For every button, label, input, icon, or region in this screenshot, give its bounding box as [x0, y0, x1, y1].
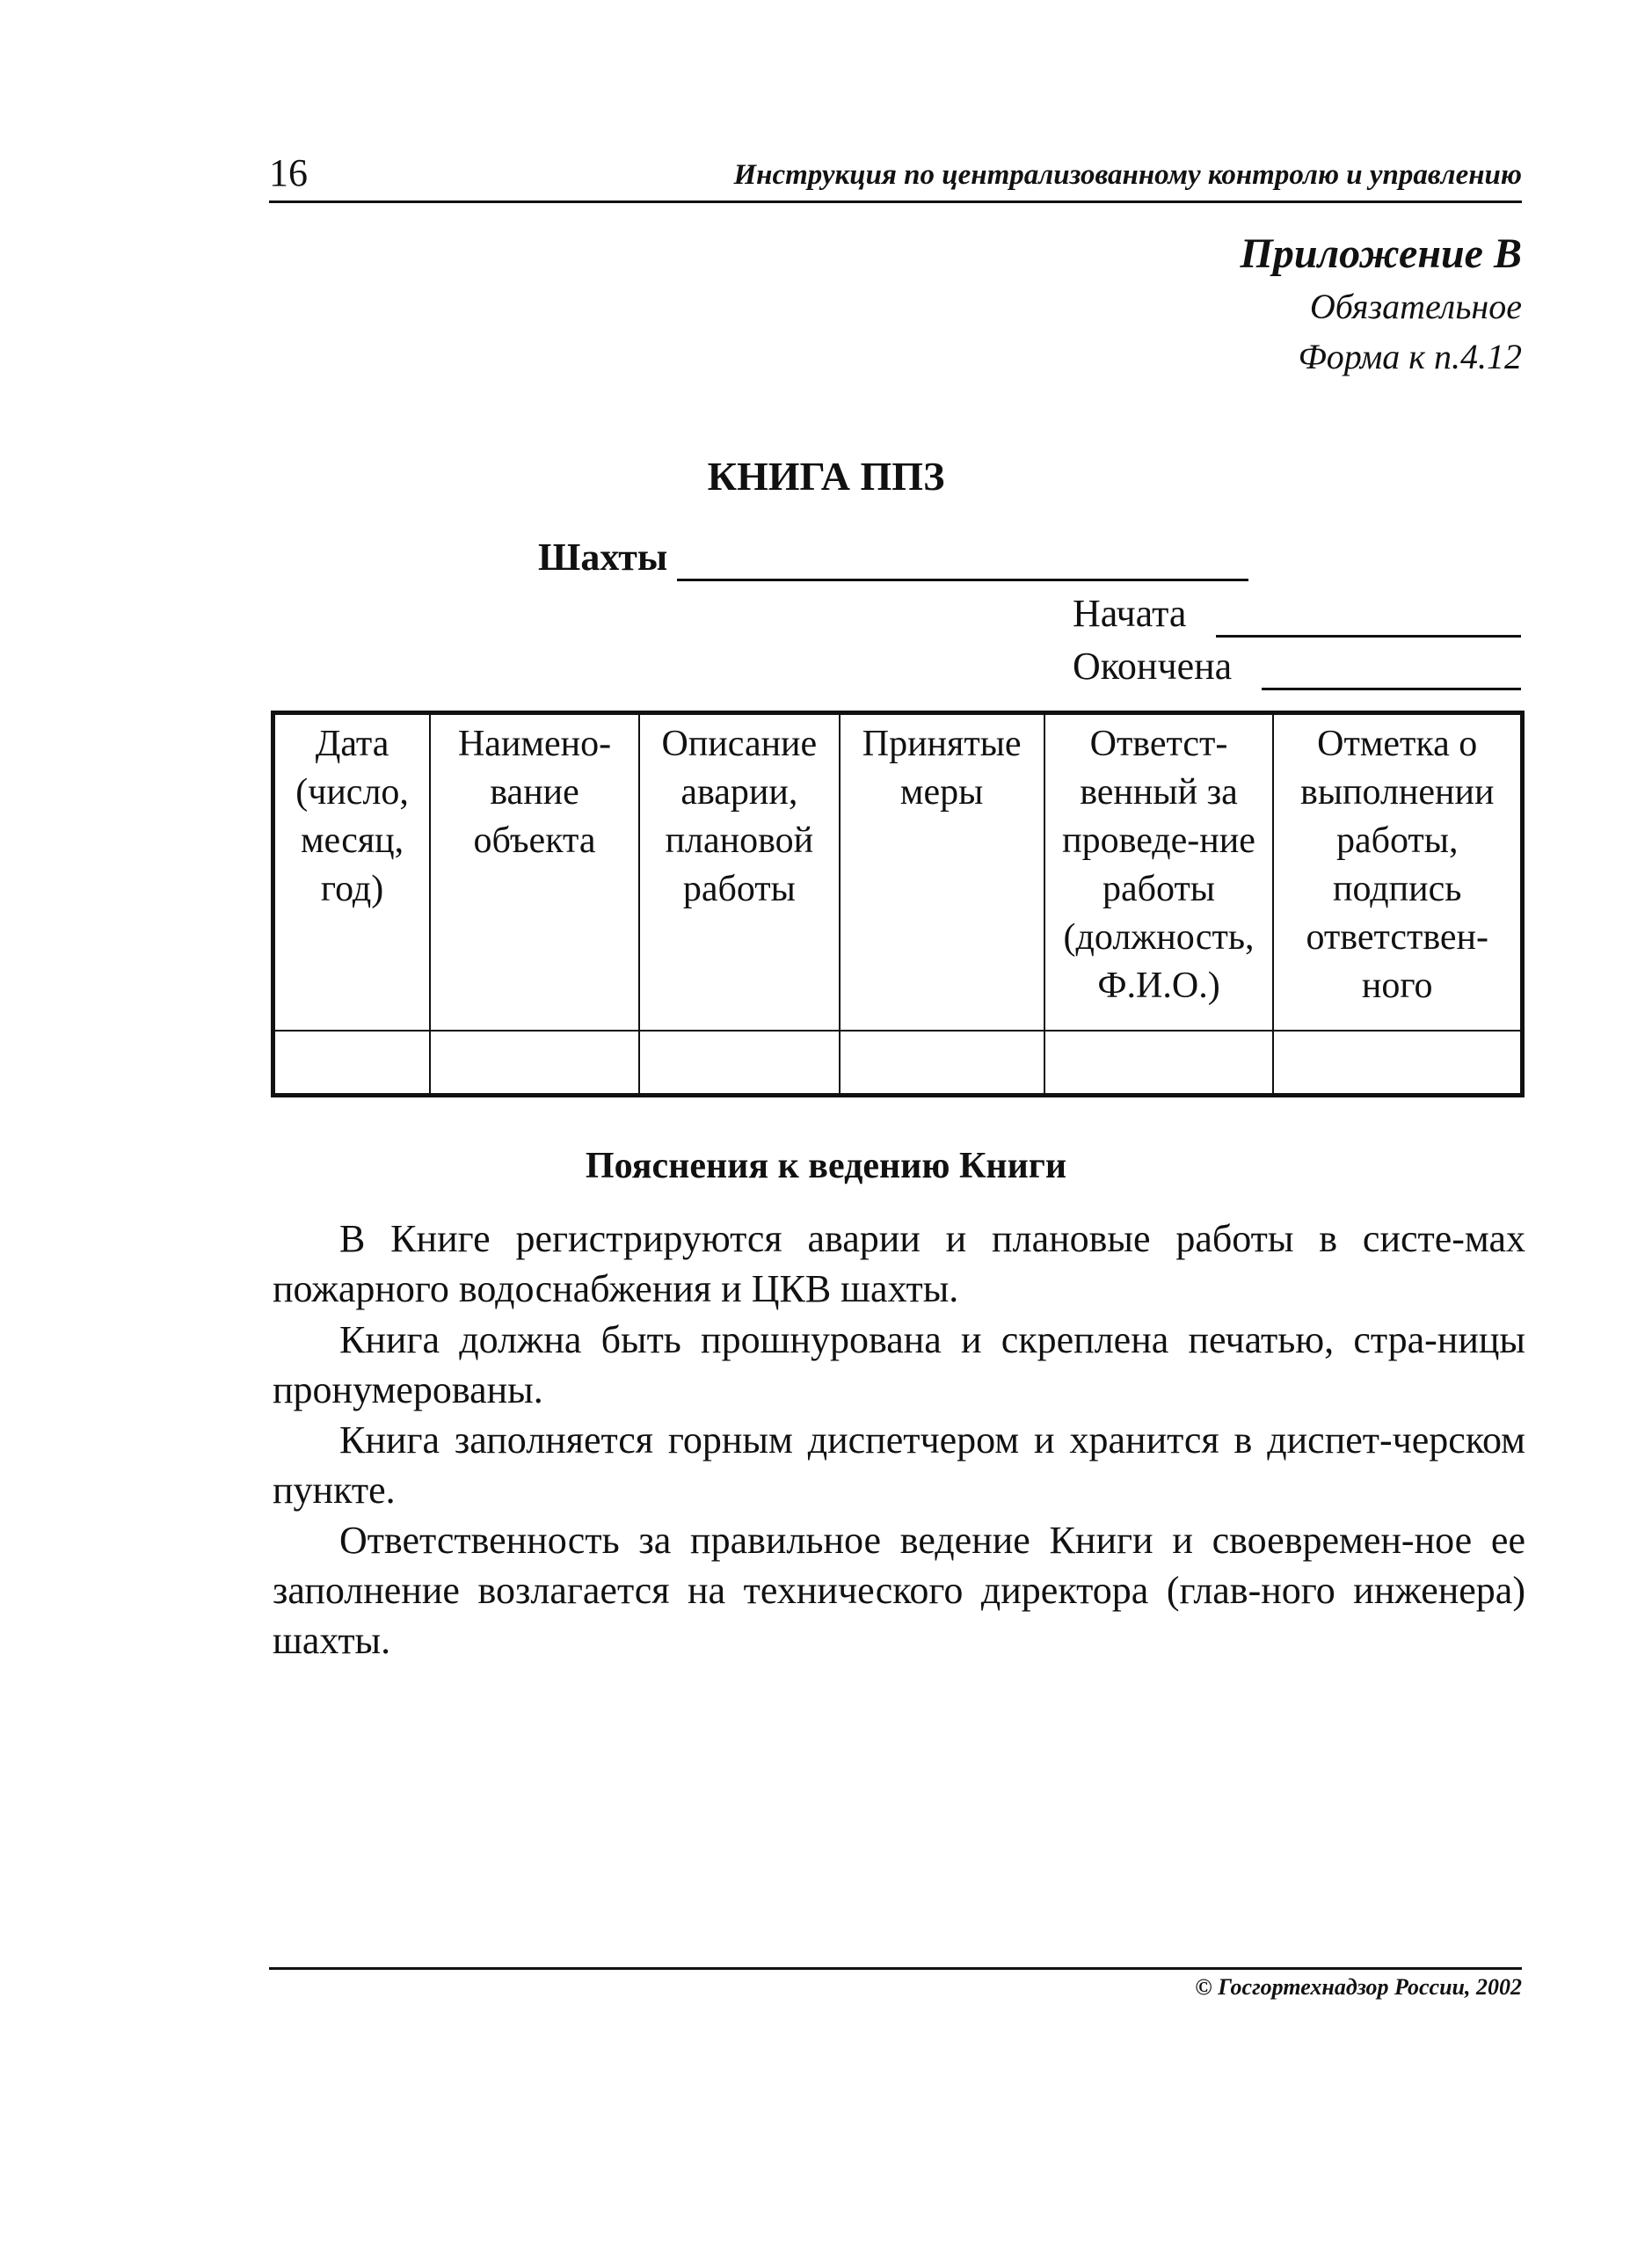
- page-header: [269, 148, 1522, 203]
- ended-blank-line: [1262, 649, 1521, 690]
- explanations-title: Пояснения к ведению Книги: [585, 1146, 1067, 1186]
- col-header-description: Описание аварии, плановой работы: [639, 713, 840, 1032]
- explanation-paragraph: В Книге регистрируются аварии и плановые работы в систе-мах пожарного водоснабжения и ЦКВ шахты.: [273, 1217, 1525, 1310]
- ended-label: Окончена: [1073, 645, 1233, 688]
- appendix-status: Обязательное: [1309, 287, 1522, 326]
- table-cell: [1044, 1031, 1274, 1096]
- col-header-responsible: Ответст-венный за проведе-ние работы (должность, Ф.И.О.): [1044, 713, 1274, 1032]
- appendix-title: Приложение В: [1240, 230, 1522, 277]
- table-cell: [430, 1031, 639, 1096]
- col-header-measures: Принятые меры: [840, 713, 1044, 1032]
- explanation-paragraph: Книга должна быть прошнурована и скреплена печатью, стра-ницы пронумерованы.: [273, 1318, 1525, 1411]
- footer-rule: [269, 1967, 1522, 1970]
- shaft-label: Шахты: [538, 536, 668, 579]
- appendix-form-ref: Форма к п.4.12: [1298, 337, 1522, 376]
- book-title: КНИГА ППЗ: [707, 454, 945, 499]
- col-header-object: Наимено-вание объекта: [430, 713, 639, 1032]
- shaft-blank-line: [677, 538, 1248, 581]
- running-title: Инструкция по централизованному контролю и управлению: [733, 159, 1522, 191]
- table-cell: [273, 1031, 431, 1096]
- started-label: Начата: [1073, 592, 1187, 635]
- col-header-completion-mark: Отметка о выполнении работы, подпись ответствен-ного: [1273, 713, 1522, 1032]
- explanation-paragraph: Ответственность за правильное ведение Книги и своевремен-ное ее заполнение возлагается на технического директора (глав-ного инженера) шахты.: [273, 1519, 1525, 1662]
- col-header-date: Дата (число, месяц, год): [273, 713, 431, 1032]
- table-header-row: [273, 713, 1523, 1032]
- started-blank-line: [1216, 596, 1521, 638]
- appendix-block: [1240, 227, 1522, 382]
- table-cell: [1273, 1031, 1522, 1096]
- explanation-paragraph: Книга заполняется горным диспетчером и хранится в диспет-черском пункте.: [273, 1418, 1525, 1512]
- copyright-notice: © Госгортехнадзор России, 2002: [1195, 1974, 1522, 2000]
- table-cell: [639, 1031, 840, 1096]
- ppz-log-table: [271, 711, 1525, 1097]
- table-row: [273, 1031, 1523, 1096]
- table-cell: [840, 1031, 1044, 1096]
- page-number: 16: [269, 151, 308, 194]
